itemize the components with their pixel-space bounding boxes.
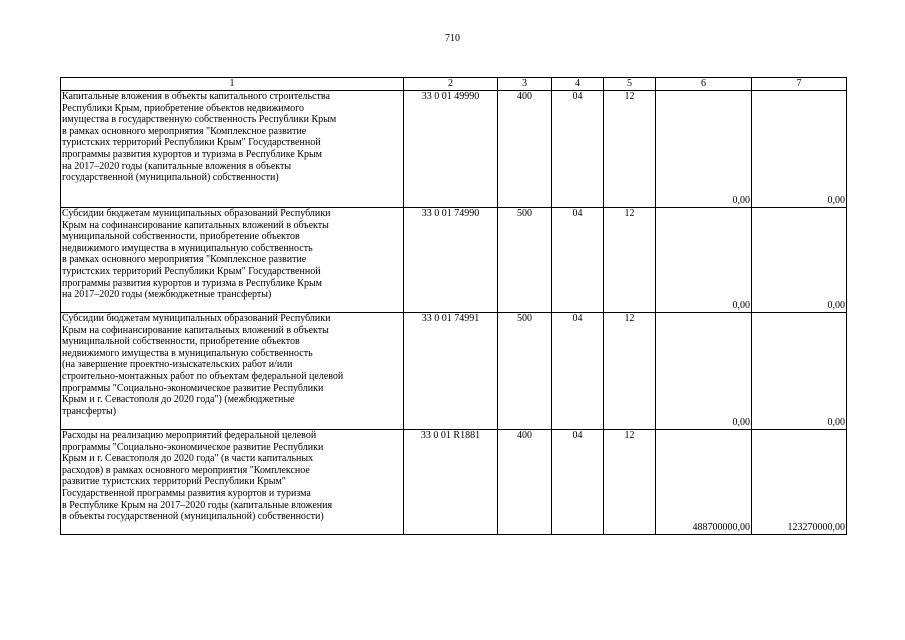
table-row xyxy=(61,313,847,430)
row-amount-6: 0,00 xyxy=(656,91,752,208)
row-description: Субсидии бюджетам муниципальных образований Республики Крым на софинансирование капитальных вложений в объекты муниципальной собственности, приобретение объектов недвижимого имущества в муниципальную собственность в рамках основного мероприятия "Комплексное развитие туристских территорий Республики Крым" Государственной программы развития курортов и туризма в Республике Крым на 2017–2020 годы (межбюджетные трансферты) xyxy=(61,208,404,313)
column-header-1: 1 xyxy=(61,78,404,91)
row-col5: 12 xyxy=(604,313,656,430)
table-row xyxy=(61,430,847,535)
row-description: Субсидии бюджетам муниципальных образований Республики Крым на софинансирование капитальных вложений в объекты муниципальной собственности, приобретение объектов недвижимого имущества в муниципальную собственность (на завершение проектно-изыскательских работ и/или строительно-монтажных работ по объектам федеральной целевой программы "Социально-экономическое развитие Республики Крым и г. Севастополя до 2020 года") (межбюджетные трансферты) xyxy=(61,313,404,430)
column-header-4: 4 xyxy=(552,78,604,91)
row-description: Расходы на реализацию мероприятий федеральной целевой программы "Социально-экономическое развитие Республики Крым и г. Севастополя до 2020 года" (в части капитальных расходов) в рамках основного мероприятия "Комплексное развитие туристских территорий Республики Крым" Государственной программы развития курортов и туризма в Республике Крым на 2017–2020 годы (капитальные вложения в объекты государственной (муниципальной) собственности) xyxy=(61,430,404,535)
column-header-5: 5 xyxy=(604,78,656,91)
row-col5: 12 xyxy=(604,430,656,535)
row-col4: 04 xyxy=(552,313,604,430)
column-header-3: 3 xyxy=(498,78,552,91)
row-col3: 400 xyxy=(498,91,552,208)
row-target-code: 33 0 01 49990 xyxy=(404,91,498,208)
row-col5: 12 xyxy=(604,91,656,208)
row-amount-7: 0,00 xyxy=(752,91,847,208)
budget-table xyxy=(60,77,847,535)
row-target-code: 33 0 01 74990 xyxy=(404,208,498,313)
row-amount-7: 123270000,00 xyxy=(752,430,847,535)
row-col5: 12 xyxy=(604,208,656,313)
page-number: 710 xyxy=(445,33,460,44)
row-col4: 04 xyxy=(552,430,604,535)
row-col4: 04 xyxy=(552,208,604,313)
table-row xyxy=(61,208,847,313)
row-amount-6: 0,00 xyxy=(656,313,752,430)
column-header-7: 7 xyxy=(752,78,847,91)
column-header-2: 2 xyxy=(404,78,498,91)
row-description: Капитальные вложения в объекты капитального строительства Республики Крым, приобретение объектов недвижимого имущества в государственную собственность Республики Крым в рамках основного мероприятия "Комплексное развитие туристских территорий Республики Крым" Государственной программы развития курортов и туризма в Республике Крым на 2017–2020 годы (капитальные вложения в объекты государственной (муниципальной) собственности) xyxy=(61,91,404,208)
row-col3: 500 xyxy=(498,313,552,430)
row-amount-6: 488700000,00 xyxy=(656,430,752,535)
row-col3: 500 xyxy=(498,208,552,313)
row-amount-7: 0,00 xyxy=(752,208,847,313)
row-col4: 04 xyxy=(552,91,604,208)
row-amount-7: 0,00 xyxy=(752,313,847,430)
table-header-row xyxy=(61,78,847,91)
row-amount-6: 0,00 xyxy=(656,208,752,313)
table-row xyxy=(61,91,847,208)
column-header-6: 6 xyxy=(656,78,752,91)
row-col3: 400 xyxy=(498,430,552,535)
row-target-code: 33 0 01 74991 xyxy=(404,313,498,430)
row-target-code: 33 0 01 R1881 xyxy=(404,430,498,535)
